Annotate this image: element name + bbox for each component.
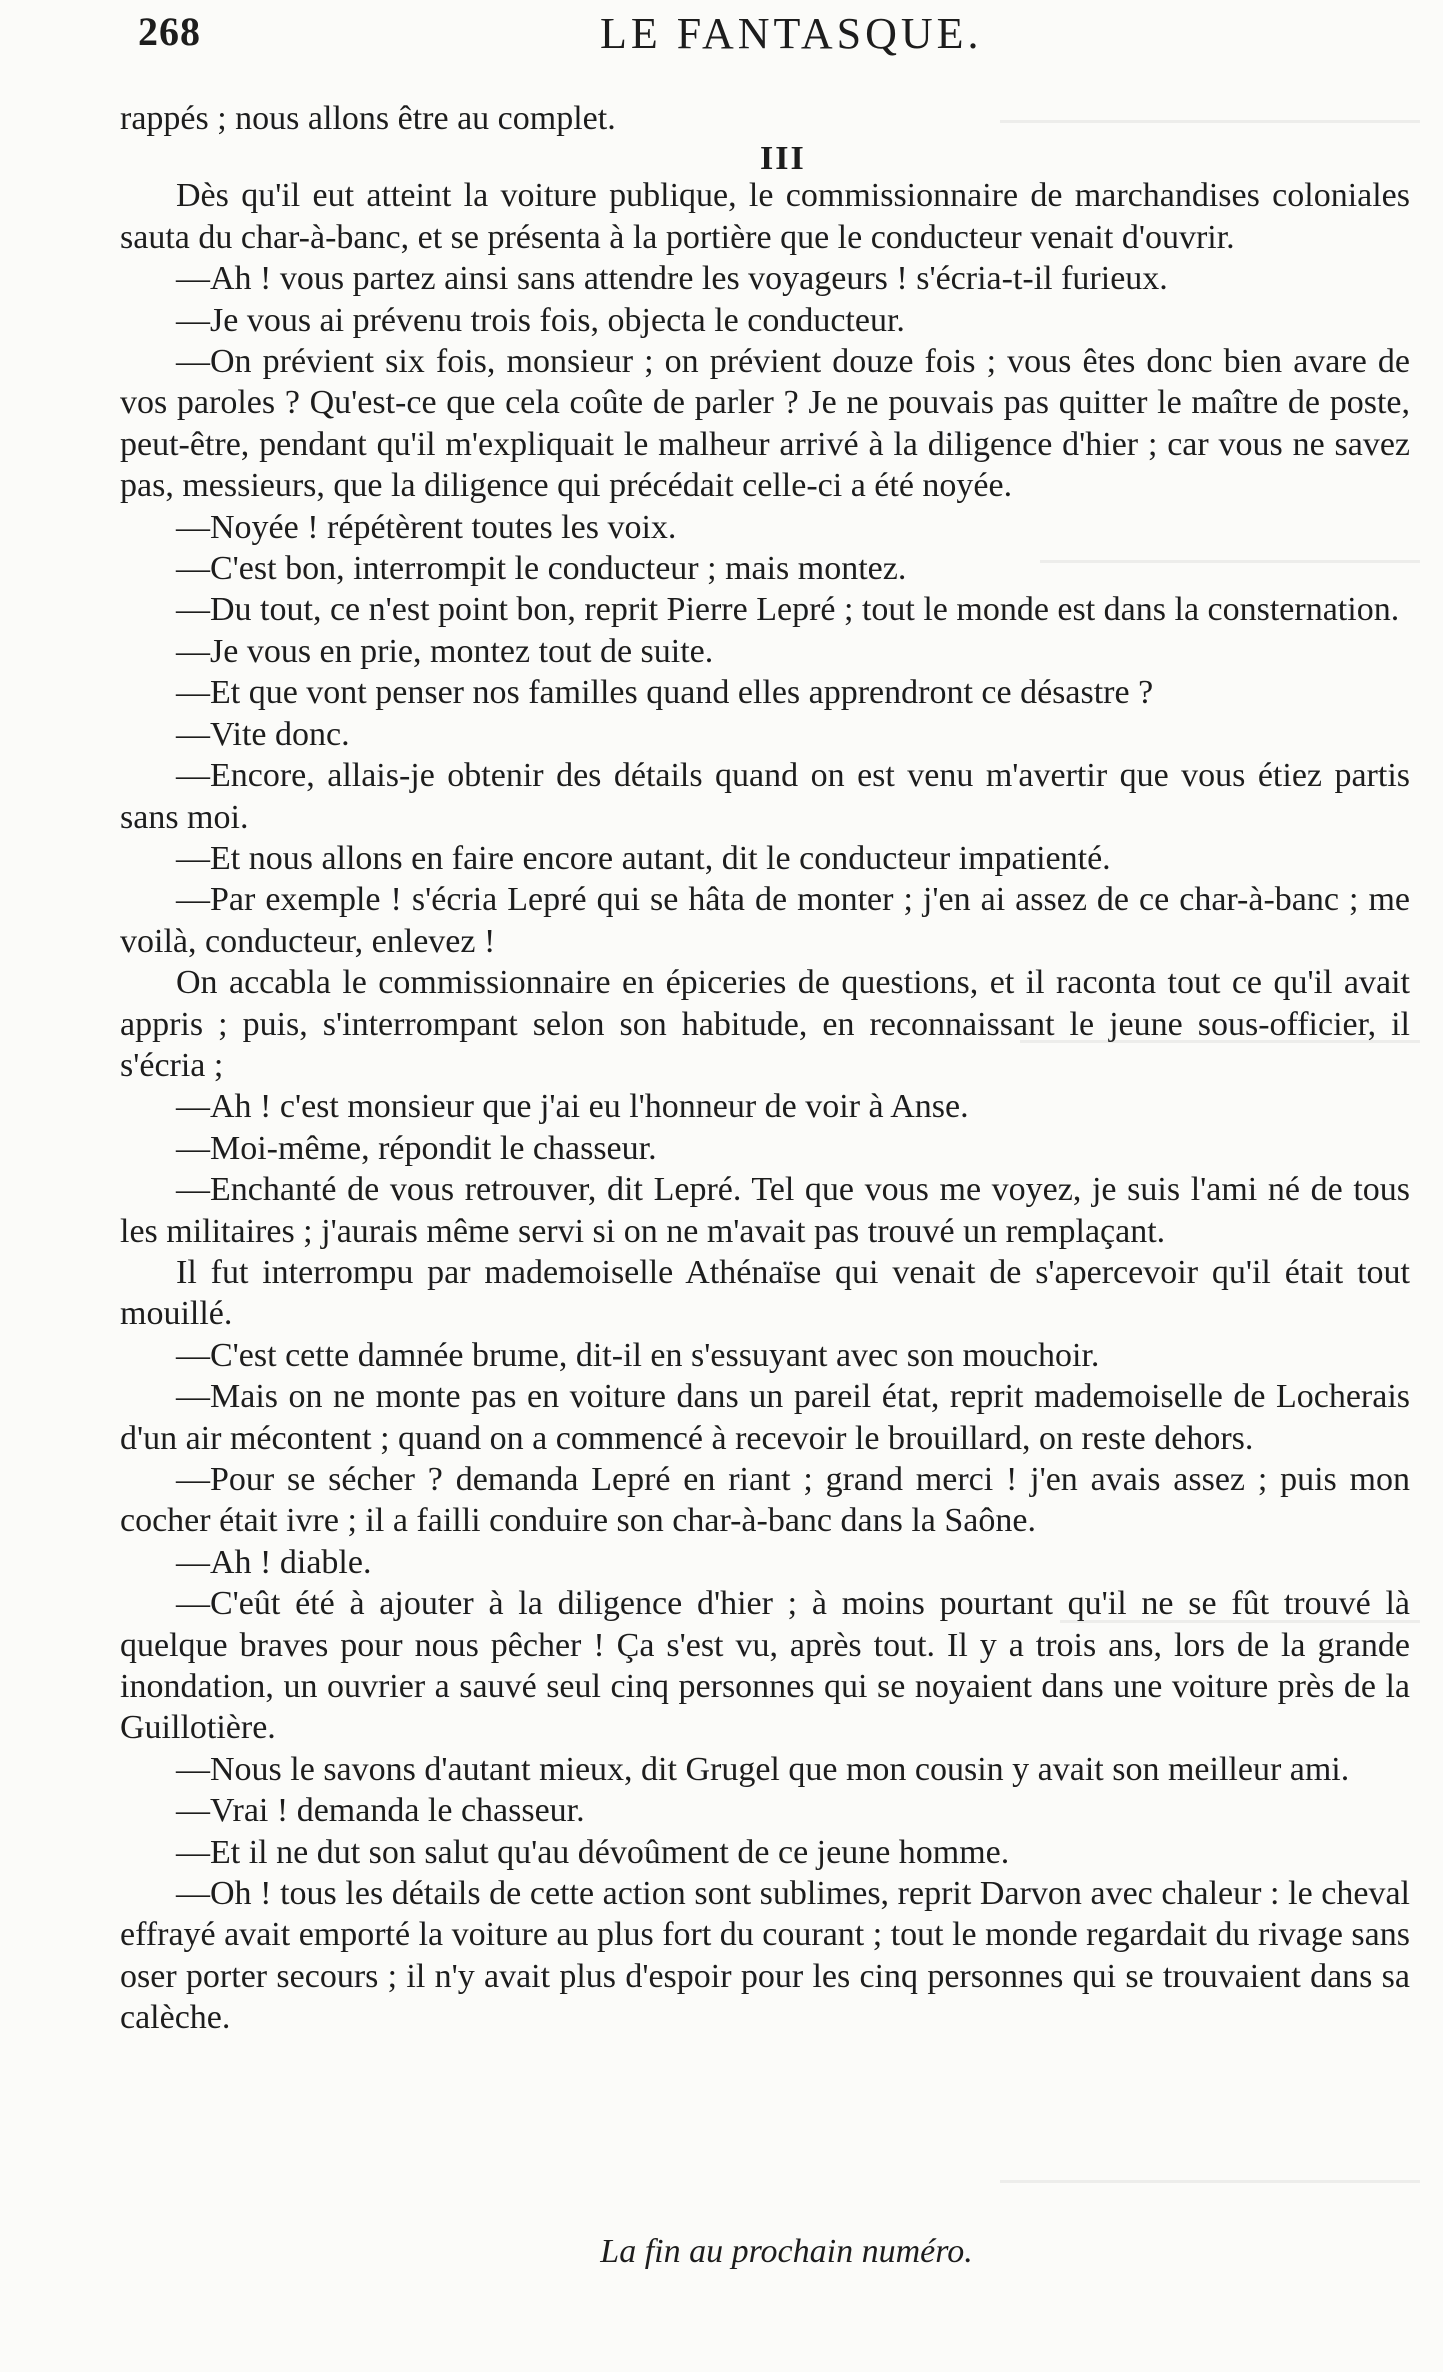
continuation-note <box>0 2233 1443 2271</box>
paragraph: rappés ; nous allons être au complet. <box>120 100 616 137</box>
paragraph: Dès qu'il eut atteint la voiture publique, le commissionnaire de marchandises coloniales sauta du char-à-banc, et se présenta à la portière que le conducteur venait d'ouvrir. <box>120 177 1410 256</box>
page-number: 268 <box>138 9 201 54</box>
paragraph: —C'eût été à ajouter à la diligence d'hier ; à moins pourtant qu'il ne se fût trouvé là quelque braves pour nous pêcher ! Ça s'est vu, après tout. Il y a trois ans, lors de la grande inondation, un ouvrier a sauvé seul cinq personnes qui se noyaient dans une voiture près de la Guillotière. <box>120 1585 1410 1747</box>
bleed-through-mark <box>1020 1040 1420 1043</box>
paragraph: Il fut interrompu par mademoiselle Athénaïse qui venait de s'apercevoir qu'il était tout mouillé. <box>120 1253 1410 1333</box>
paragraph: —C'est cette damnée brume, dit-il en s'essuyant avec son mouchoir. <box>176 1336 1100 1374</box>
paragraph: —Pour se sécher ? demanda Lepré en riant ; grand merci ! j'en avais assez ; puis mon cocher était ivre ; il a failli conduire son char-à-banc dans la Saône. <box>120 1461 1410 1540</box>
bleed-through-mark <box>1000 2180 1420 2183</box>
paragraph: —Ah ! diable. <box>176 1543 372 1581</box>
chapter-number: III <box>760 140 806 177</box>
paragraph: —Moi-même, répondit le chasseur. <box>176 1129 657 1167</box>
paragraph: —Et que vont penser nos familles quand elles apprendront ce désastre ? <box>176 674 1154 712</box>
paragraph: —Vite donc. <box>176 715 350 753</box>
continuation-text: La fin au prochain numéro. <box>600 2233 973 2270</box>
paragraph: —Ah ! vous partez ainsi sans attendre les voyageurs ! s'écria-t-il furieux. <box>176 260 1168 298</box>
paragraph: —Oh ! tous les détails de cette action sont sublimes, reprit Darvon avec chaleur : le cheval effrayé avait emporté la voiture au plus fort du courant ; tout le monde regardait du rivage sans oser porter secours ; il n'y avait plus d'espoir pour les cinq personnes qui se trouvaient dans sa calèche. <box>120 1875 1410 2037</box>
bleed-through-mark <box>1040 560 1420 563</box>
paragraph: —C'est bon, interrompit le conducteur ; mais montez. <box>176 550 907 588</box>
paragraph: —Nous le savons d'autant mieux, dit Grugel que mon cousin y avait son meilleur ami. <box>176 1750 1350 1788</box>
paragraph: —Du tout, ce n'est point bon, reprit Pierre Lepré ; tout le monde est dans la consternation. <box>176 591 1400 629</box>
bleed-through-mark <box>1000 120 1420 123</box>
page-header <box>130 8 1383 68</box>
article-body <box>120 98 1410 2039</box>
running-title: LE FANTASQUE. <box>600 9 983 58</box>
paragraph: —Je vous en prie, montez tout de suite. <box>176 632 714 670</box>
paragraph: —Par exemple ! s'écria Lepré qui se hâta de monter ; j'en ai assez de ce char-à-banc ; me voilà, conducteur, enlevez ! <box>120 881 1410 960</box>
paragraph: —Vrai ! demanda le chasseur. <box>176 1792 585 1830</box>
paragraph: On accabla le commissionnaire en épiceries de questions, et il raconta tout ce qu'il avait appris ; puis, s'interrompant selon son habitude, en reconnaissant le jeune sous-officier, il s'écria ; <box>120 964 1410 1084</box>
paragraph: —Enchanté de vous retrouver, dit Lepré. Tel que vous me voyez, je suis l'ami né de tous les militaires ; j'aurais même servi si on ne m'avait pas trouvé un remplaçant. <box>120 1171 1410 1250</box>
paragraph: —On prévient six fois, monsieur ; on prévient douze fois ; vous êtes donc bien avare de vos paroles ? Qu'est-ce que cela coûte de parler ? Je ne pouvais pas quitter le maître de poste, peut-être, pendant qu'il m'expliquait le malheur arrivé à la diligence d'hier ; car vous ne savez pas, messieurs, que la diligence qui précédait celle-ci a été noyée. <box>120 343 1410 505</box>
paragraph: —Mais on ne monte pas en voiture dans un pareil état, reprit mademoiselle de Locherais d'un air mécontent ; quand on a commencé à recevoir le brouillard, on reste dehors. <box>120 1378 1410 1457</box>
paragraph: —Noyée ! répétèrent toutes les voix. <box>176 508 677 546</box>
paragraph: —Ah ! c'est monsieur que j'ai eu l'honneur de voir à Anse. <box>176 1088 969 1126</box>
paragraph: —Encore, allais-je obtenir des détails quand on est venu m'avertir que vous étiez partis sans moi. <box>120 757 1410 836</box>
paragraph: —Et il ne dut son salut qu'au dévoûment de ce jeune homme. <box>176 1833 1010 1871</box>
paragraph: —Je vous ai prévenu trois fois, objecta le conducteur. <box>176 301 905 339</box>
paragraph: —Et nous allons en faire encore autant, dit le conducteur impatienté. <box>176 839 1111 877</box>
bleed-through-mark <box>1060 1620 1420 1623</box>
